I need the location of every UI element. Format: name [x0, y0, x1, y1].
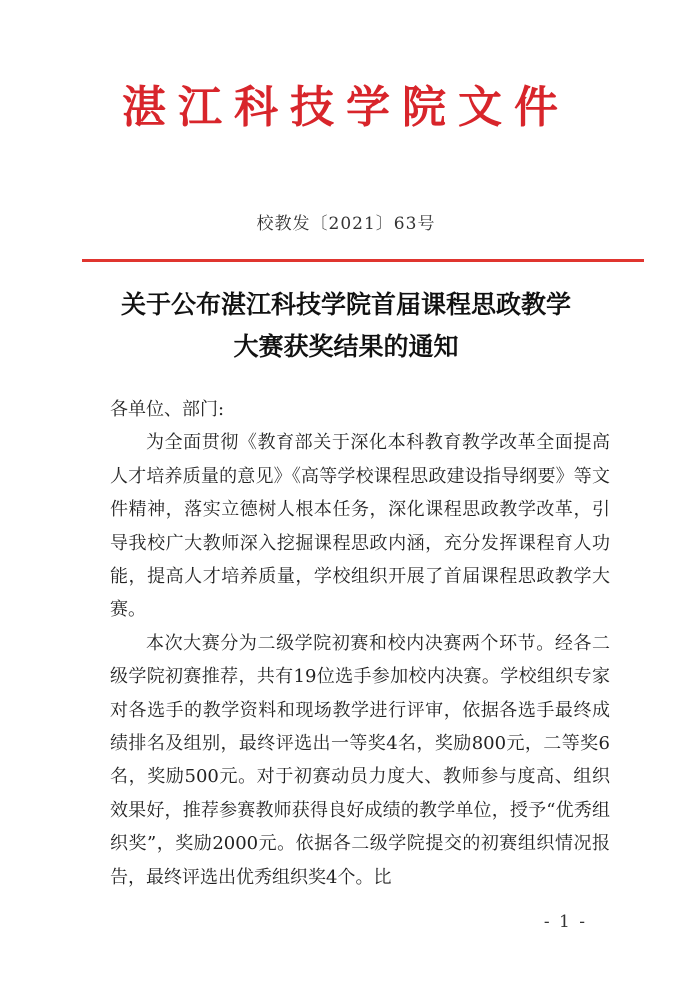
notice-title-line-2: 大赛获奖结果的通知 — [233, 332, 459, 361]
paragraph-2: 本次大赛分为二级学院初赛和校内决赛两个环节。经各二级学院初赛推荐，共有19位选手参加校内决赛。学校组织专家对各选手的教学资料和现场教学进行评审，依据各选手最终成绩排名及组别，最终评选出一等奖4名，奖励800元，二等奖6名，奖励500元。对于初赛动员力度大、教师参与度高、组织效果好，推荐参赛教师获得良好成绩的教学单位，授予“优秀组织奖”，奖励2000元。依据各二级学院提交的初赛组织情况报告，最终评选出优秀组织奖4个。比 — [110, 632, 610, 888]
document-number: 校教发〔2021〕63号 — [256, 214, 436, 234]
page-number: - 1 - — [543, 912, 587, 932]
notice-title — [0, 284, 692, 368]
paragraph-1: 为全面贯彻《教育部关于深化本科教育教学改革全面提高人才培养质量的意见》《高等学校课程思政建设指导纲要》等文件精神，落实立德树人根本任务，深化课程思政教学改革，引导我校广大教师深入挖掘课程思政内涵，充分发挥课程育人功能，提高人才培养质量，学校组织开展了首届课程思政教学大赛。 — [110, 432, 610, 621]
salutation: 各单位、部门: — [110, 399, 225, 420]
document-header-title: 湛江科技学院文件 — [122, 82, 570, 133]
red-divider-line — [82, 259, 644, 262]
notice-body — [110, 393, 610, 894]
notice-title-line-1: 关于公布湛江科技学院首届课程思政教学 — [120, 290, 571, 319]
